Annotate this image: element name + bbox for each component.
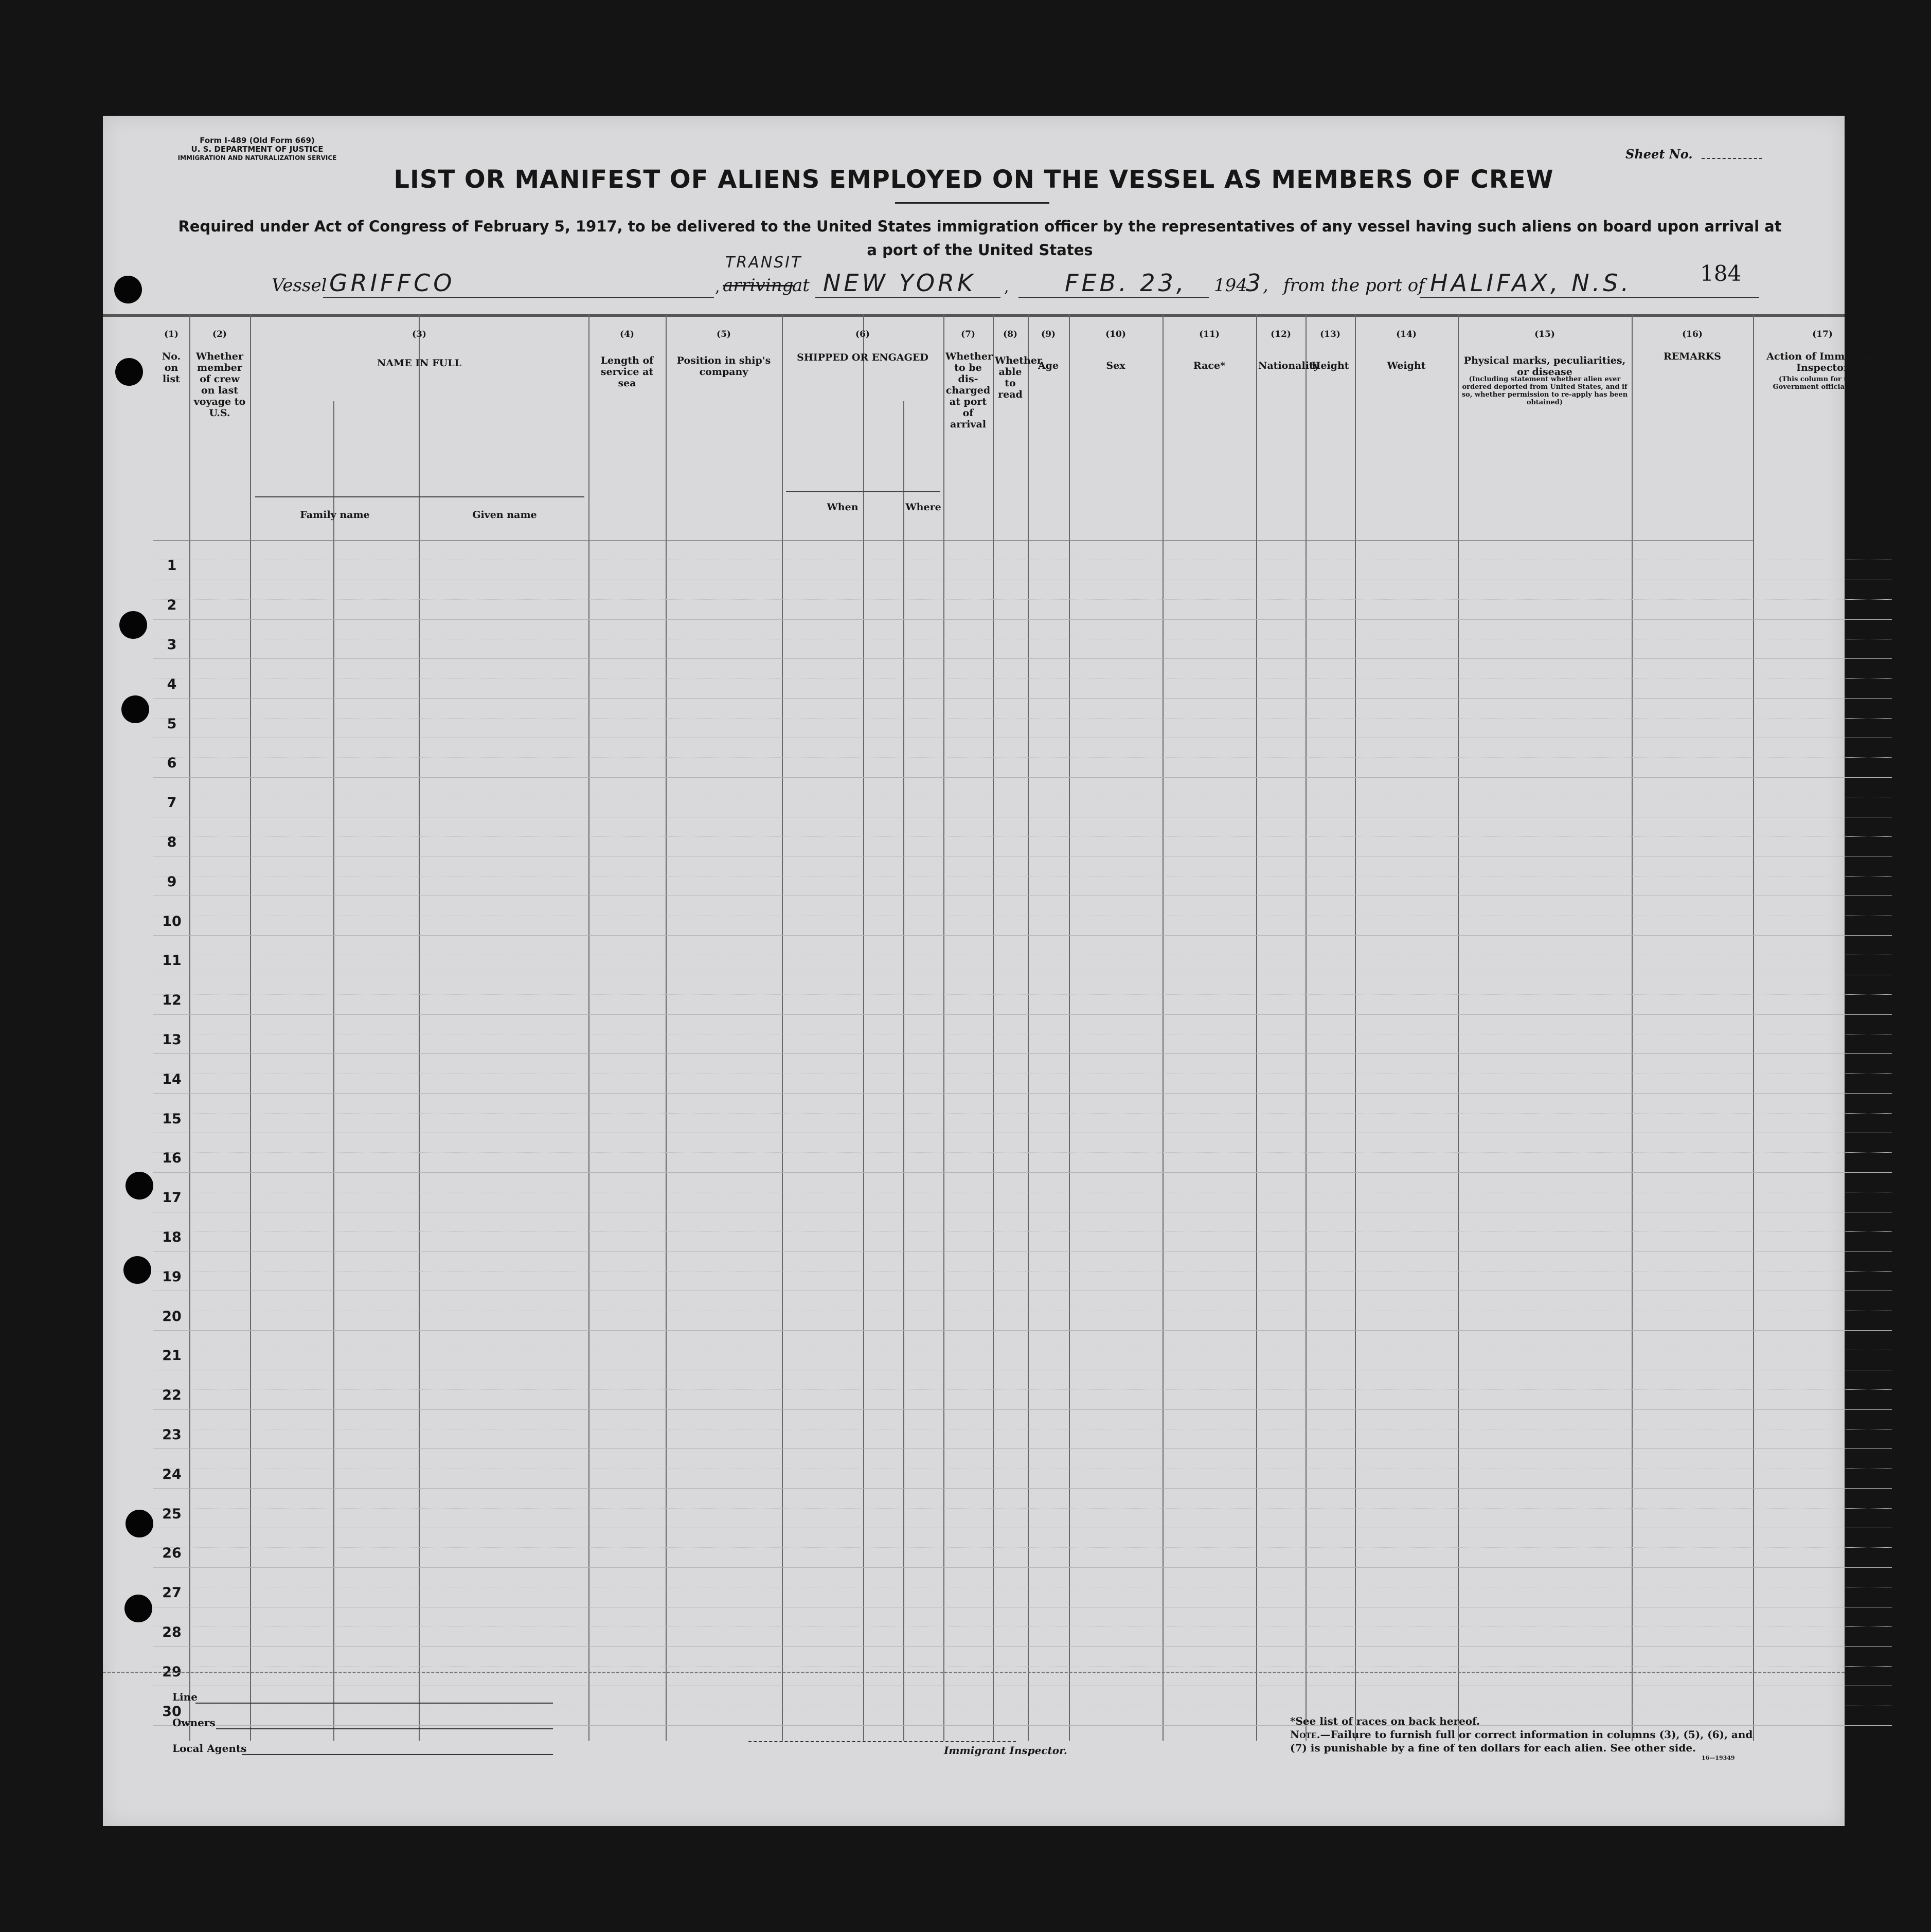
row-half-line <box>153 836 1892 837</box>
table-row[interactable] <box>153 1330 1892 1331</box>
row-number: 11 <box>162 953 182 969</box>
row-half-line <box>153 1666 1892 1667</box>
column-header: Height <box>1311 360 1349 371</box>
remarks-note: (Including statement whether alien ever ordered deported from United States, and if so, whether permission to re-apply has been obtained) <box>1461 375 1628 406</box>
column-header: Weight <box>1387 360 1426 371</box>
column-divider <box>1028 314 1029 1741</box>
column-header: Race* <box>1193 360 1226 371</box>
row-number: 7 <box>167 795 177 811</box>
row-number: 18 <box>162 1229 182 1245</box>
family-name-subheader: Family name <box>300 509 370 521</box>
column-divider <box>588 314 589 1741</box>
table-row[interactable] <box>153 1409 1892 1410</box>
local-agents-label: Local Agents <box>172 1742 247 1755</box>
column-header: No. on list <box>162 351 181 385</box>
sheet-number-label: Sheet No. <box>1625 147 1693 162</box>
row-half-line <box>153 1152 1892 1153</box>
footer-notes <box>1290 1714 1753 1755</box>
service-name: IMMIGRATION AND NATURALIZATION SERVICE <box>177 154 337 162</box>
date-field[interactable] <box>1018 297 1209 298</box>
column-divider <box>1069 314 1070 1741</box>
column-divider <box>250 314 251 1741</box>
column-header: Length of service at sea <box>600 355 654 389</box>
punch-hole <box>121 695 149 723</box>
punch-hole <box>119 611 147 639</box>
table-row[interactable] <box>153 777 1892 778</box>
where-subheader: Where <box>905 502 941 513</box>
manifest-sheet: Form I-489 (Old Form 669) U. S. DEPARTMENT OF JUSTICE IMMIGRATION AND NATURALIZATION SERVICE Sheet No. LIST OR MANIFEST OF ALIENS EMPLOYED ON THE VESSEL AS MEMBERS OF CREW Required under Act of Congress of February 5, 1917, to be delivered to the United States immigration officer by the representatives of any vessel having such aliens on board upon arrival at a port of the United States Vessel GRIFFCO , TRANSIT arriving at NEW YORK , FEB. 23, 194 3 , from the port of HALIFAX, N.S. 184 (1) No. on list (2) Whether member of crew on last voyage to U.S. (3) NAME IN FULL (4) Length of service at sea (5) Position in ship's company (6) SHIPPED OR ENGAGED (7) Whether to be dis-charged at port of arrival (8) Whether able to read (9) Age (10) Sex (11) Race* (12) Nationality (13) Height (14) Weight (15) Physical marks, peculiarities, or disease (16) REMARKS (17) Action of Immigrant Inspector Family name Given name When Where (Including statement whether alien ever ordered deported from United States, and if so, whether permission to re-apply has been obtained) (This column for use of Government officials only) 1 2 3 4 5 6 7 8 9 10 11 12 13 14 15 16 17 18 19 20 21 22 23 24 25 26 27 28 29 30 Line Owners Local Agents Immigrant Inspector. *See list of races on back hereof. Note.—Failure to furnish full or correct information in columns (3), (5), (6), and (7) is punishable by a fine of ten dollars for each alien. See other side. 16—19349 <box>103 116 1845 1826</box>
year-value: 3 <box>1246 269 1264 297</box>
row-number: 4 <box>167 676 177 692</box>
row-half-line <box>153 994 1892 995</box>
punch-hole <box>123 1256 151 1284</box>
column-header: SHIPPED OR ENGAGED <box>797 352 928 363</box>
column-number: (5) <box>717 329 731 339</box>
column-header: Whether member of crew on last voyage to U.S. <box>193 351 246 419</box>
column-header: Action of Immigrant Inspector <box>1766 351 1879 373</box>
row-number: 24 <box>162 1466 182 1482</box>
column-header: Sex <box>1106 360 1125 371</box>
shipped-header-rule <box>786 491 940 492</box>
column-divider <box>1355 314 1356 1741</box>
owners-field[interactable] <box>216 1728 553 1729</box>
table-row[interactable] <box>153 1567 1892 1568</box>
row-half-line <box>153 599 1892 600</box>
column-divider <box>993 314 994 1741</box>
when-subheader: When <box>827 502 859 513</box>
table-row[interactable] <box>153 1053 1892 1054</box>
column-divider <box>189 314 190 1741</box>
form-number: Form I-489 (Old Form 669) <box>200 136 315 145</box>
sheet-number-field[interactable] <box>1702 158 1762 159</box>
column-header: Nationality <box>1258 360 1319 371</box>
column-divider <box>1753 314 1754 1741</box>
row-half-line <box>153 718 1892 719</box>
row-number: 21 <box>162 1348 182 1364</box>
page-number: 184 <box>1700 261 1742 286</box>
note-text: —Failure to furnish full or correct information in columns (3), (5), (6), and (7) is punishable by a fine of ten dollars for each alien. See other side. <box>1290 1728 1753 1754</box>
table-row[interactable] <box>153 935 1892 936</box>
vessel-field[interactable] <box>323 297 714 298</box>
row-half-line <box>153 1389 1892 1390</box>
column-header: Position in ship's company <box>676 355 771 378</box>
column-number: (17) <box>1812 329 1833 339</box>
date-value: FEB. 23, <box>1065 269 1187 297</box>
row-number: 28 <box>162 1624 182 1640</box>
row-number: 22 <box>162 1387 182 1404</box>
column-header: Physical marks, peculiarities, or disease <box>1463 355 1626 378</box>
inspector-signature-field[interactable] <box>748 1741 1016 1742</box>
row-number: 27 <box>162 1585 182 1601</box>
punch-hole <box>126 1510 153 1537</box>
column-divider <box>1458 314 1459 1741</box>
port-value: NEW YORK <box>823 269 976 297</box>
row-number: 6 <box>167 755 177 772</box>
row-number: 9 <box>167 873 177 890</box>
at-label: at <box>792 275 810 296</box>
row-half-line <box>153 757 1892 758</box>
department-name: U. S. DEPARTMENT OF JUSTICE <box>191 145 324 154</box>
row-number: 14 <box>162 1071 182 1087</box>
row-number: 8 <box>167 834 177 850</box>
row-number: 1 <box>167 558 177 574</box>
punch-hole <box>115 358 143 386</box>
row-half-line <box>153 1271 1892 1272</box>
year-prefix: 194 <box>1214 275 1247 296</box>
row-number: 5 <box>167 715 177 732</box>
column-divider <box>863 314 864 1741</box>
row-number: 16 <box>162 1150 182 1167</box>
column-number: (8) <box>1003 329 1017 339</box>
name-subdivider <box>333 401 334 1741</box>
row-number: 25 <box>162 1506 182 1522</box>
races-note: *See list of races on back hereof. <box>1290 1715 1480 1727</box>
owners-label: Owners <box>172 1716 216 1729</box>
row-half-line <box>153 1113 1892 1114</box>
arriving-struck-label: arriving <box>723 275 794 296</box>
shipped-subdivider <box>903 401 904 1741</box>
row-number: 26 <box>162 1545 182 1562</box>
column-number: (3) <box>412 329 426 339</box>
column-number: (12) <box>1271 329 1291 339</box>
row-number: 12 <box>162 992 182 1009</box>
row-number: 10 <box>162 913 182 929</box>
table-top-rule <box>103 314 1845 317</box>
given-name-subheader: Given name <box>472 509 537 521</box>
column-header: Whether able to read <box>995 355 1042 400</box>
from-port-field[interactable] <box>1420 297 1759 298</box>
title-rule <box>895 202 1049 204</box>
column-divider <box>1163 314 1164 1741</box>
transit-value: TRANSIT <box>725 254 802 272</box>
name-header-rule <box>255 496 584 497</box>
row-number: 3 <box>167 637 177 653</box>
column-number: (6) <box>855 329 870 339</box>
row-half-line <box>153 1626 1892 1627</box>
table-row[interactable] <box>153 1014 1892 1015</box>
column-divider <box>1632 314 1633 1741</box>
column-divider <box>1256 314 1257 1741</box>
column-number: (7) <box>961 329 975 339</box>
column-number: (16) <box>1682 329 1703 339</box>
column-divider <box>782 314 783 1741</box>
table-row[interactable] <box>153 619 1892 620</box>
punch-hole <box>114 276 142 303</box>
table-row[interactable] <box>153 1646 1892 1647</box>
line-field[interactable] <box>195 1703 553 1704</box>
table-row[interactable] <box>153 1172 1892 1173</box>
vessel-value: GRIFFCO <box>329 269 455 297</box>
row-half-line <box>153 1547 1892 1548</box>
note-prefix: Note. <box>1290 1728 1320 1741</box>
form-code: 16—19349 <box>1702 1755 1735 1761</box>
row-number: 29 <box>162 1663 182 1680</box>
from-port-label: from the port of <box>1283 275 1425 296</box>
column-header: Age <box>1038 360 1059 371</box>
row-number: 20 <box>162 1308 182 1325</box>
row-number: 13 <box>162 1032 182 1048</box>
page-subtitle: Required under Act of Congress of February 5, 1917, to be delivered to the United States immigration officer by the representatives of any vessel having such aliens on board upon arrival at a port of the United States <box>178 218 1782 259</box>
row-half-line <box>153 1231 1892 1232</box>
port-field[interactable] <box>815 297 1000 298</box>
table-row[interactable] <box>153 698 1892 699</box>
column-number: (4) <box>620 329 634 339</box>
column-number: (2) <box>212 329 227 339</box>
footer-rule <box>103 1672 1845 1673</box>
column-number: (11) <box>1199 329 1220 339</box>
immigrant-inspector-label: Immigrant Inspector. <box>944 1744 1067 1757</box>
column-number: (15) <box>1534 329 1555 339</box>
column-divider <box>943 314 944 1741</box>
row-number: 2 <box>167 597 177 614</box>
column-number: (10) <box>1105 329 1126 339</box>
row-number: 23 <box>162 1427 182 1443</box>
punch-hole <box>124 1595 152 1622</box>
row-number: 30 <box>162 1703 182 1720</box>
row-number: 15 <box>162 1111 182 1127</box>
column-divider <box>666 314 667 1741</box>
row-half-line <box>153 1508 1892 1509</box>
page-title: LIST OR MANIFEST OF ALIENS EMPLOYED ON THE VESSEL AS MEMBERS OF CREW <box>394 165 1554 194</box>
column-divider <box>1306 314 1307 1741</box>
vessel-label: Vessel <box>272 275 327 296</box>
table-row[interactable] <box>153 1448 1892 1449</box>
column-header: REMARKS <box>1663 351 1722 362</box>
from-port-value: HALIFAX, N.S. <box>1430 269 1632 297</box>
column-number: (14) <box>1396 329 1417 339</box>
table-row[interactable] <box>153 658 1892 659</box>
column-number: (13) <box>1320 329 1340 339</box>
header-bottom-rule <box>153 540 1753 541</box>
table-row[interactable] <box>153 1488 1892 1489</box>
row-half-line <box>153 678 1892 679</box>
action-note: (This column for use of Government officials only) <box>1773 375 1872 391</box>
row-number: 19 <box>162 1268 182 1285</box>
column-divider <box>419 314 420 1741</box>
table-row[interactable] <box>153 1093 1892 1094</box>
punch-hole <box>126 1172 153 1200</box>
column-number: (1) <box>164 329 178 339</box>
form-identifier <box>165 136 350 163</box>
row-number: 17 <box>162 1190 182 1206</box>
column-number: (9) <box>1041 329 1056 339</box>
column-header: NAME IN FULL <box>377 357 461 369</box>
column-header: Whether to be dis-charged at port of arrival <box>945 351 993 430</box>
line-label: Line <box>172 1691 198 1703</box>
local-agents-field[interactable] <box>242 1754 553 1755</box>
